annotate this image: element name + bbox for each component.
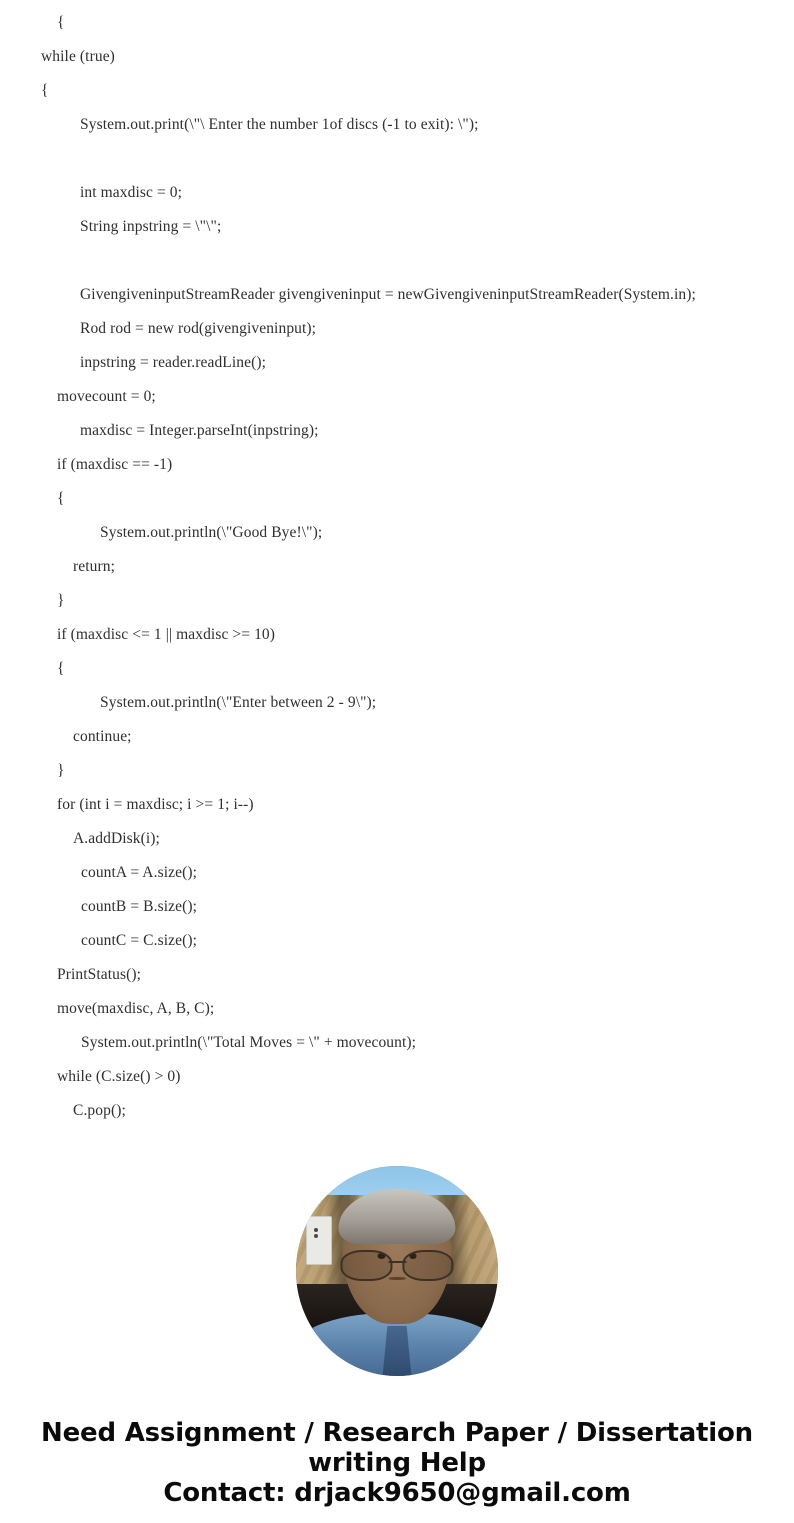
code-line: int maxdisc = 0;: [80, 184, 183, 201]
footer-line-3: Contact: drjack9650@gmail.com: [163, 1478, 631, 1508]
code-line: {: [57, 490, 65, 507]
code-line: maxdisc = Integer.parseInt(inpstring);: [80, 422, 319, 439]
avatar-glasses-right-lens: [402, 1250, 454, 1281]
code-line: System.out.println(\"Total Moves = \" + movecount);: [81, 1034, 417, 1051]
code-line: countC = C.size();: [81, 932, 198, 949]
avatar-glasses: [340, 1250, 453, 1277]
code-line: {: [41, 82, 49, 99]
avatar-wall-switch: [306, 1216, 332, 1264]
code-line: }: [57, 592, 65, 609]
code-line: for (int i = maxdisc; i >= 1; i--): [57, 796, 254, 813]
code-line: inpstring = reader.readLine();: [80, 354, 267, 371]
avatar-container: [0, 1166, 794, 1376]
code-line: while (C.size() > 0): [57, 1068, 181, 1085]
code-line: A.addDisk(i);: [73, 830, 160, 847]
code-line: System.out.print(\"\ Enter the number 1of discs (-1 to exit): \");: [80, 116, 479, 133]
code-line: C.pop();: [73, 1102, 126, 1119]
code-line: {: [57, 14, 65, 31]
code-line: {: [57, 660, 65, 677]
code-line: while (true): [41, 48, 115, 65]
code-line: if (maxdisc <= 1 || maxdisc >= 10): [57, 626, 276, 643]
code-line: Rod rod = new rod(givengiveninput);: [80, 320, 317, 337]
code-line: GivengiveninputStreamReader givengiveninput = newGivengiveninputStreamReader(System.in);: [80, 286, 696, 303]
footer-banner: [0, 1418, 794, 1508]
code-line: }: [57, 762, 65, 779]
code-line-blank: [0, 142, 794, 176]
code-line-blank: [0, 244, 794, 278]
avatar-glasses-bridge: [388, 1261, 406, 1263]
code-line: String inpstring = \"\";: [80, 218, 222, 235]
avatar-mouth: [388, 1277, 405, 1280]
code-line: PrintStatus();: [57, 966, 142, 983]
footer-line-1: Need Assignment / Research Paper / Dissertation: [41, 1418, 753, 1448]
code-line: move(maxdisc, A, B, C);: [57, 1000, 215, 1017]
code-line: countA = A.size();: [81, 864, 198, 881]
avatar-glasses-left-lens: [340, 1250, 392, 1281]
code-line: return;: [73, 558, 116, 575]
code-line: continue;: [73, 728, 132, 745]
code-line: countB = B.size();: [81, 898, 198, 915]
footer-line-2: writing Help: [308, 1448, 486, 1478]
avatar: [296, 1166, 498, 1376]
code-line: if (maxdisc == -1): [57, 456, 173, 473]
code-line: movecount = 0;: [57, 388, 156, 405]
code-line: System.out.println(\"Enter between 2 - 9\");: [100, 694, 377, 711]
code-line: System.out.println(\"Good Bye!\");: [100, 524, 323, 541]
